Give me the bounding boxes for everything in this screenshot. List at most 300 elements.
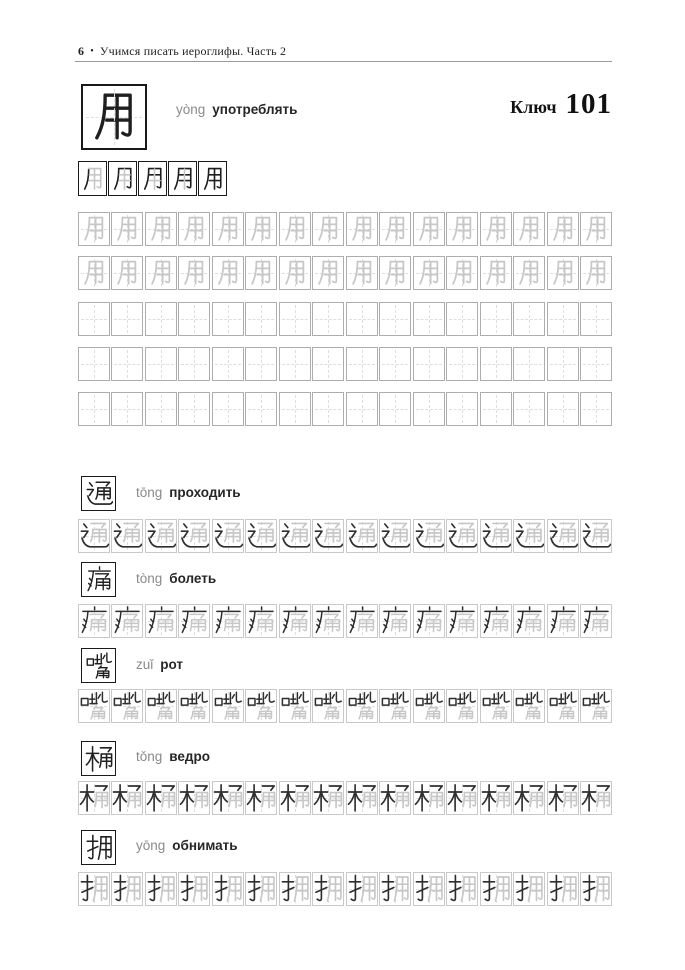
trace-glyph	[147, 215, 174, 243]
trace-glyph	[581, 606, 611, 637]
practice-cell	[145, 689, 177, 723]
practice-row-traced	[78, 256, 612, 290]
practice-cell	[212, 392, 244, 426]
practice-row-empty	[78, 347, 612, 381]
main-character-box	[81, 84, 147, 150]
practice-cell	[580, 781, 612, 815]
practice-cell	[446, 604, 478, 638]
practice-cell	[178, 302, 210, 336]
practice-cell	[580, 212, 612, 246]
practice-cell	[379, 781, 411, 815]
practice-cell	[279, 212, 311, 246]
practice-cell	[446, 519, 478, 553]
trace-glyph	[246, 874, 276, 905]
vocab-character-box	[81, 648, 116, 683]
stroke-order-glyph	[140, 165, 165, 192]
practice-cell	[245, 302, 277, 336]
practice-cell	[312, 256, 344, 290]
practice-cell	[145, 256, 177, 290]
trace-glyph	[481, 521, 511, 552]
trace-glyph	[447, 691, 477, 722]
practice-cell	[78, 347, 110, 381]
main-translation: употреблять	[212, 102, 298, 117]
trace-glyph	[581, 521, 611, 552]
trace-glyph	[213, 874, 243, 905]
vocab-character-box	[81, 562, 116, 597]
practice-row-vocab	[78, 689, 612, 723]
trace-glyph	[347, 783, 377, 814]
trace-glyph	[447, 606, 477, 637]
practice-cell	[145, 604, 177, 638]
trace-glyph	[214, 259, 241, 287]
practice-cell	[547, 872, 579, 906]
practice-cell	[178, 212, 210, 246]
practice-cell	[413, 781, 445, 815]
practice-cell	[379, 519, 411, 553]
trace-glyph	[449, 259, 476, 287]
practice-cell	[547, 689, 579, 723]
practice-cell	[580, 604, 612, 638]
trace-glyph	[514, 521, 544, 552]
trace-glyph	[382, 259, 409, 287]
trace-glyph	[548, 521, 578, 552]
vocab-character-glyph	[85, 652, 113, 680]
vocab-label	[136, 485, 241, 500]
practice-cell	[78, 212, 110, 246]
trace-glyph	[549, 215, 576, 243]
practice-cell	[279, 604, 311, 638]
practice-cell	[379, 604, 411, 638]
practice-cell	[111, 689, 143, 723]
stroke-order-step-3	[138, 161, 167, 196]
trace-glyph	[214, 215, 241, 243]
practice-cell	[111, 347, 143, 381]
trace-glyph	[246, 606, 276, 637]
trace-glyph	[112, 521, 142, 552]
trace-glyph	[79, 783, 109, 814]
trace-glyph	[548, 783, 578, 814]
trace-glyph	[482, 215, 509, 243]
trace-glyph	[280, 874, 310, 905]
practice-cell	[212, 302, 244, 336]
trace-glyph	[380, 606, 410, 637]
practice-cell	[379, 212, 411, 246]
practice-cell	[513, 689, 545, 723]
vocab-label	[136, 657, 183, 672]
vocab-character-glyph	[85, 834, 113, 862]
practice-cell	[279, 872, 311, 906]
trace-glyph	[514, 691, 544, 722]
trace-glyph	[347, 874, 377, 905]
trace-glyph	[79, 874, 109, 905]
practice-cell	[446, 302, 478, 336]
trace-glyph	[548, 606, 578, 637]
trace-glyph	[181, 215, 208, 243]
practice-cell	[111, 302, 143, 336]
practice-cell	[312, 604, 344, 638]
trace-glyph	[581, 691, 611, 722]
practice-cell	[178, 392, 210, 426]
practice-cell	[480, 604, 512, 638]
trace-glyph	[447, 521, 477, 552]
vocab-pinyin: tǒng	[136, 749, 163, 764]
trace-glyph	[549, 259, 576, 287]
trace-glyph	[213, 691, 243, 722]
practice-cell	[446, 781, 478, 815]
practice-cell	[480, 256, 512, 290]
practice-cell	[312, 212, 344, 246]
practice-cell	[480, 347, 512, 381]
trace-glyph	[315, 215, 342, 243]
trace-glyph	[514, 783, 544, 814]
practice-cell	[379, 689, 411, 723]
trace-glyph	[516, 215, 543, 243]
stroke-order-glyph	[170, 165, 195, 192]
trace-glyph	[481, 874, 511, 905]
practice-cell	[245, 256, 277, 290]
trace-glyph	[112, 874, 142, 905]
practice-cell	[346, 604, 378, 638]
practice-cell	[145, 392, 177, 426]
practice-cell	[245, 347, 277, 381]
trace-glyph	[179, 606, 209, 637]
header-separator: •	[90, 46, 94, 57]
vocab-character-glyph	[85, 566, 113, 594]
practice-cell	[279, 347, 311, 381]
trace-glyph	[380, 874, 410, 905]
practice-cell	[413, 872, 445, 906]
practice-cell	[312, 781, 344, 815]
trace-glyph	[380, 783, 410, 814]
practice-cell	[547, 256, 579, 290]
practice-cell	[547, 519, 579, 553]
trace-glyph	[414, 783, 444, 814]
practice-cell	[111, 392, 143, 426]
trace-glyph	[147, 259, 174, 287]
practice-cell	[279, 519, 311, 553]
trace-glyph	[79, 521, 109, 552]
practice-cell	[145, 872, 177, 906]
trace-glyph	[516, 259, 543, 287]
trace-glyph	[112, 783, 142, 814]
practice-cell	[413, 256, 445, 290]
trace-glyph	[313, 606, 343, 637]
practice-cell	[413, 302, 445, 336]
practice-cell	[279, 392, 311, 426]
practice-cell	[547, 392, 579, 426]
practice-row-traced	[78, 212, 612, 246]
practice-cell	[178, 781, 210, 815]
trace-glyph	[246, 521, 276, 552]
practice-cell	[580, 872, 612, 906]
practice-cell	[78, 392, 110, 426]
vocab-label	[136, 838, 238, 853]
practice-cell	[245, 872, 277, 906]
practice-cell	[245, 212, 277, 246]
practice-cell	[580, 302, 612, 336]
practice-cell	[212, 781, 244, 815]
trace-glyph	[79, 606, 109, 637]
vocab-translation: проходить	[169, 485, 241, 500]
practice-cell	[379, 347, 411, 381]
trace-glyph	[347, 521, 377, 552]
practice-cell	[413, 347, 445, 381]
trace-glyph	[112, 691, 142, 722]
practice-cell	[513, 872, 545, 906]
practice-cell	[145, 347, 177, 381]
trace-glyph	[347, 606, 377, 637]
practice-cell	[346, 212, 378, 246]
practice-cell	[379, 392, 411, 426]
trace-glyph	[80, 215, 107, 243]
trace-glyph	[248, 259, 275, 287]
trace-glyph	[581, 783, 611, 814]
trace-glyph	[213, 783, 243, 814]
trace-glyph	[179, 783, 209, 814]
practice-cell	[245, 604, 277, 638]
practice-cell	[312, 689, 344, 723]
practice-cell	[446, 256, 478, 290]
trace-glyph	[114, 259, 141, 287]
vocab-pinyin: zuǐ	[136, 657, 154, 672]
practice-cell	[111, 256, 143, 290]
vocab-character-glyph	[85, 480, 113, 508]
practice-cell	[580, 347, 612, 381]
practice-cell	[279, 781, 311, 815]
practice-cell	[446, 392, 478, 426]
practice-cell	[480, 212, 512, 246]
trace-glyph	[213, 521, 243, 552]
practice-cell	[513, 519, 545, 553]
trace-glyph	[415, 259, 442, 287]
practice-cell	[413, 604, 445, 638]
practice-cell	[245, 781, 277, 815]
trace-glyph	[449, 215, 476, 243]
vocab-character-box	[81, 476, 116, 511]
practice-cell	[346, 256, 378, 290]
stroke-order-step-4	[168, 161, 197, 196]
practice-cell	[346, 781, 378, 815]
practice-cell	[580, 519, 612, 553]
practice-cell	[513, 392, 545, 426]
practice-cell	[212, 212, 244, 246]
vocab-translation: рот	[160, 657, 184, 672]
practice-cell	[513, 256, 545, 290]
practice-cell	[346, 872, 378, 906]
trace-glyph	[146, 606, 176, 637]
trace-glyph	[481, 691, 511, 722]
stroke-order-step-5	[198, 161, 227, 196]
stroke-order-step-1	[78, 161, 107, 196]
trace-glyph	[179, 874, 209, 905]
trace-glyph	[114, 215, 141, 243]
practice-row-vocab	[78, 781, 612, 815]
practice-cell	[580, 392, 612, 426]
main-pinyin: yòng	[176, 102, 206, 117]
trace-glyph	[179, 691, 209, 722]
practice-row-empty	[78, 302, 612, 336]
practice-cell	[547, 302, 579, 336]
trace-glyph	[280, 606, 310, 637]
practice-cell	[178, 347, 210, 381]
main-character-glyph	[88, 91, 140, 143]
practice-cell	[212, 256, 244, 290]
trace-glyph	[313, 783, 343, 814]
practice-cell	[480, 689, 512, 723]
practice-cell	[413, 392, 445, 426]
trace-glyph	[514, 606, 544, 637]
practice-cell	[346, 519, 378, 553]
practice-cell	[547, 781, 579, 815]
trace-glyph	[80, 259, 107, 287]
practice-cell	[413, 519, 445, 553]
practice-cell	[78, 872, 110, 906]
trace-glyph	[482, 259, 509, 287]
header-rule	[75, 61, 612, 62]
vocab-translation: обнимать	[172, 838, 238, 853]
trace-glyph	[583, 259, 610, 287]
trace-glyph	[447, 874, 477, 905]
practice-cell	[513, 781, 545, 815]
practice-cell	[178, 604, 210, 638]
practice-cell	[513, 212, 545, 246]
practice-cell	[178, 256, 210, 290]
practice-cell	[212, 347, 244, 381]
practice-cell	[379, 302, 411, 336]
stroke-order-step-2	[108, 161, 137, 196]
practice-cell	[78, 302, 110, 336]
page-number: 6	[78, 44, 85, 58]
page-header	[78, 44, 286, 59]
practice-row-vocab	[78, 604, 612, 638]
vocab-pinyin: tōng	[136, 485, 163, 500]
practice-cell	[178, 689, 210, 723]
practice-cell	[446, 212, 478, 246]
trace-glyph	[246, 691, 276, 722]
practice-cell	[379, 872, 411, 906]
practice-row-vocab	[78, 872, 612, 906]
practice-cell	[78, 689, 110, 723]
practice-cell	[480, 519, 512, 553]
practice-cell	[413, 689, 445, 723]
practice-cell	[78, 604, 110, 638]
practice-cell	[279, 256, 311, 290]
trace-glyph	[79, 691, 109, 722]
practice-cell	[212, 519, 244, 553]
trace-glyph	[514, 874, 544, 905]
practice-cell	[379, 256, 411, 290]
trace-glyph	[348, 215, 375, 243]
trace-glyph	[146, 874, 176, 905]
trace-glyph	[280, 521, 310, 552]
practice-cell	[178, 872, 210, 906]
practice-cell	[312, 392, 344, 426]
practice-cell	[145, 519, 177, 553]
trace-glyph	[181, 259, 208, 287]
vocab-translation: болеть	[169, 571, 217, 586]
trace-glyph	[348, 259, 375, 287]
trace-glyph	[248, 215, 275, 243]
practice-cell	[145, 212, 177, 246]
practice-cell	[513, 347, 545, 381]
practice-cell	[111, 604, 143, 638]
trace-glyph	[179, 521, 209, 552]
trace-glyph	[280, 691, 310, 722]
practice-cell	[413, 212, 445, 246]
radical-key	[510, 88, 612, 121]
practice-cell	[513, 604, 545, 638]
practice-cell	[312, 347, 344, 381]
practice-cell	[312, 872, 344, 906]
vocab-character-glyph	[85, 745, 113, 773]
vocab-label	[136, 749, 210, 764]
vocab-pinyin: tòng	[136, 571, 163, 586]
key-label: Ключ	[510, 97, 557, 117]
practice-cell	[111, 781, 143, 815]
practice-cell	[580, 689, 612, 723]
practice-cell	[346, 302, 378, 336]
practice-cell	[145, 302, 177, 336]
trace-glyph	[281, 259, 308, 287]
trace-glyph	[414, 606, 444, 637]
trace-glyph	[548, 874, 578, 905]
vocab-pinyin: yōng	[136, 838, 166, 853]
trace-glyph	[447, 783, 477, 814]
practice-cell	[446, 872, 478, 906]
stroke-order-row	[78, 161, 227, 196]
trace-glyph	[347, 691, 377, 722]
trace-glyph	[146, 691, 176, 722]
trace-glyph	[414, 874, 444, 905]
practice-cell	[111, 212, 143, 246]
stroke-order-glyph	[110, 165, 135, 192]
practice-cell	[279, 302, 311, 336]
practice-cell	[446, 689, 478, 723]
trace-glyph	[380, 691, 410, 722]
practice-cell	[212, 604, 244, 638]
trace-glyph	[313, 691, 343, 722]
practice-cell	[178, 519, 210, 553]
practice-cell	[547, 212, 579, 246]
practice-cell	[346, 689, 378, 723]
header-title: Учимся писать иероглифы. Часть 2	[99, 44, 287, 58]
practice-cell	[111, 519, 143, 553]
stroke-order-glyph	[80, 165, 105, 192]
practice-cell	[547, 604, 579, 638]
practice-cell	[312, 519, 344, 553]
practice-cell	[245, 689, 277, 723]
main-character-label	[176, 102, 297, 117]
practice-cell	[446, 347, 478, 381]
practice-row-vocab	[78, 519, 612, 553]
trace-glyph	[315, 259, 342, 287]
trace-glyph	[414, 691, 444, 722]
vocab-character-box	[81, 741, 116, 776]
practice-cell	[212, 872, 244, 906]
vocab-label	[136, 571, 216, 586]
trace-glyph	[313, 874, 343, 905]
practice-cell	[279, 689, 311, 723]
trace-glyph	[548, 691, 578, 722]
trace-glyph	[313, 521, 343, 552]
practice-cell	[245, 519, 277, 553]
practice-cell	[480, 392, 512, 426]
vocab-character-box	[81, 830, 116, 865]
trace-glyph	[380, 521, 410, 552]
trace-glyph	[581, 874, 611, 905]
practice-row-empty	[78, 392, 612, 426]
practice-cell	[480, 302, 512, 336]
